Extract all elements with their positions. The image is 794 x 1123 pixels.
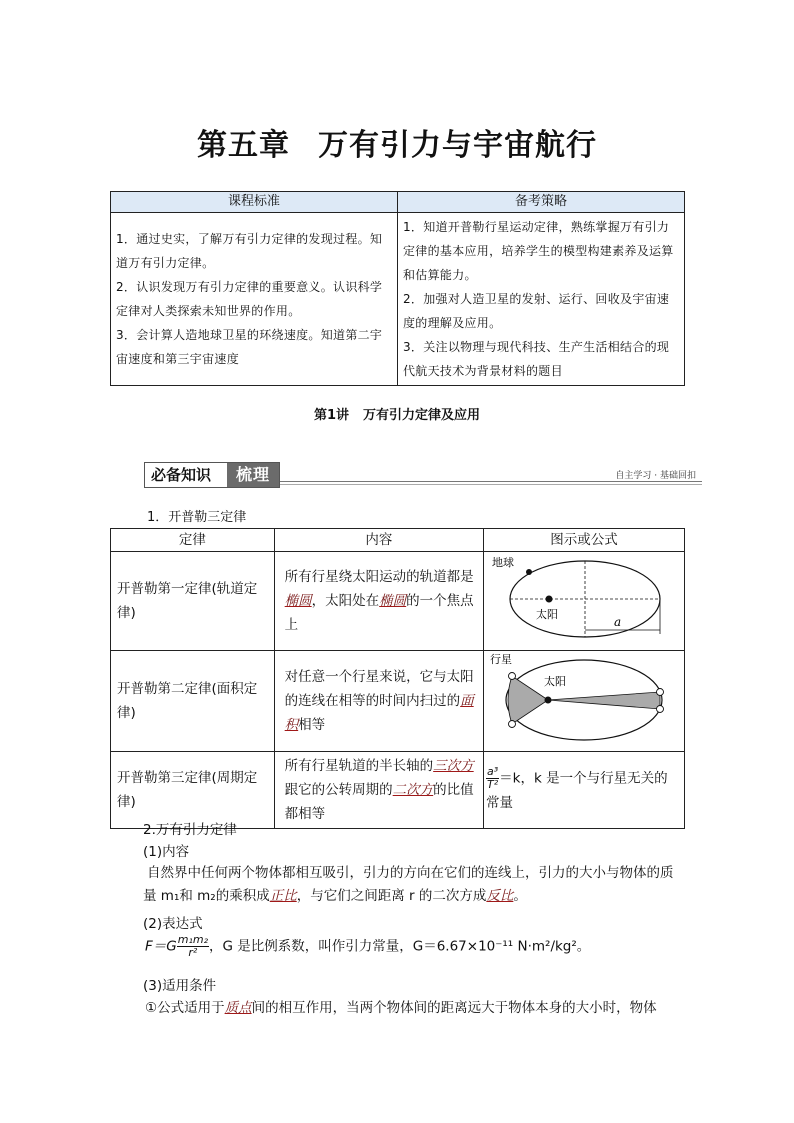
strategy-col-header: 备考策略: [398, 192, 685, 213]
formula-text: ＝k，k 是一个与行星无关的常量: [486, 770, 668, 811]
kepler-col-header: 内容: [274, 529, 483, 552]
strategy-cell: [398, 213, 685, 386]
gravity-formula: [145, 934, 685, 959]
banner-subtitle: 自主学习 · 基础回扣: [611, 468, 696, 481]
answer-blank: 质点: [224, 1000, 252, 1016]
section-banner: [144, 462, 704, 488]
law-content: [274, 552, 483, 651]
banner-label: [144, 462, 280, 488]
page-title: [0, 120, 794, 164]
planet-label: 行星: [490, 653, 512, 666]
law-paragraph: [143, 862, 683, 908]
content-text: 跟它的公转周期的: [284, 782, 393, 798]
fraction-numerator: m₁m₂: [177, 933, 208, 946]
law-name: 开普勒第一定律(轨道定律): [111, 552, 275, 651]
section-heading: 1．开普勒三定律: [147, 510, 247, 525]
sun-label: 太阳: [536, 608, 558, 621]
ratio-numerator: a³: [487, 764, 499, 778]
planet-dot: [657, 706, 664, 713]
chapter-title: 万有引力与宇宙航行: [318, 128, 597, 163]
swept-area-right: [548, 692, 660, 709]
section2-heading: 2.万有引力定律: [143, 822, 237, 838]
lesson-title: [0, 404, 794, 423]
strategy-item: 1．知道开普勒行星运动定律，熟练掌握万有引力定律的基本应用，培养学生的模型构建素养及运算和估算能力。: [403, 220, 674, 282]
content-text: 相等: [298, 717, 326, 733]
planet-dot: [657, 689, 664, 696]
sun-dot: [546, 596, 553, 603]
section2-sub-conditions: (3)适用条件: [143, 978, 217, 994]
ellipse-orbit-diagram: [484, 552, 684, 642]
banner-label-b: 梳理: [227, 463, 279, 487]
answer-blank: 椭圆: [379, 593, 407, 609]
a-label: a: [614, 615, 622, 629]
kepler-col-header: 定律: [111, 529, 275, 552]
earth-dot: [526, 569, 532, 575]
paragraph-text: ，与它们之间距离 r 的二次方成: [296, 888, 487, 904]
content-text: 的比值都相等: [284, 782, 474, 822]
ratio-denominator: T²: [487, 777, 499, 791]
formula-text: ，G 是比例系数，叫作引力常量，G＝6.67×10⁻¹¹ N·m²/kg²。: [208, 938, 591, 955]
section2-sub-content: (1)内容: [143, 844, 190, 860]
formula-lhs: F＝G: [145, 938, 177, 955]
planet-dot: [509, 721, 516, 728]
area-figure-cell: [484, 651, 685, 752]
kepler-col-header: 图示或公式: [484, 529, 685, 552]
kepler-table: [110, 528, 685, 829]
gravity-fraction: [177, 934, 209, 959]
answer-blank: 正比: [269, 888, 297, 904]
section2-sub-expression: (2)表达式: [143, 916, 203, 932]
strategy-item: 2．加强对人造卫星的发射、运行、回收及宇宙速度的理解及应用。: [403, 292, 670, 330]
sun-dot: [545, 697, 552, 704]
law-content: [274, 651, 483, 752]
paragraph-text: 间的相互作用，当两个物体间的距离远大于物体本身的大小时，物体: [251, 1000, 657, 1016]
strategy-item: 3．关注以物理与现代科技、生产生活相结合的现代航天技术为背景材料的题目: [403, 340, 670, 378]
standards-col-header: 课程标准: [111, 192, 398, 213]
banner-rule: [280, 481, 702, 482]
standards-table: [110, 191, 685, 386]
answer-blank: 二次方: [392, 782, 434, 798]
fraction-denominator: r²: [188, 946, 198, 959]
answer-blank: 反比: [486, 888, 514, 904]
content-text: 对任意一个行星来说，它与太阳的连线在相等的时间内扫过的: [284, 669, 474, 709]
content-text: 所有行星绕太阳运动的轨道都是: [284, 569, 474, 585]
ellipse-figure-cell: [484, 552, 685, 651]
chapter-number: 第五章: [197, 128, 290, 163]
content-text: 的一个焦点上: [284, 593, 474, 633]
standard-item: 1．通过史实，了解万有引力定律的发现过程。知道万有引力定律。: [116, 232, 383, 270]
banner-label-a: 必备知识: [151, 466, 212, 484]
answer-blank: 椭圆: [284, 593, 312, 609]
sun-label: 太阳: [544, 675, 566, 688]
standards-cell: [111, 213, 398, 386]
law-name: 开普勒第三定律(周期定律): [111, 752, 275, 829]
standard-item: 2．认识发现万有引力定律的重要意义。认识科学定律对人类探索未知世界的作用。: [116, 280, 383, 318]
content-text: ，太阳处在: [311, 593, 380, 609]
answer-blank: 面积: [284, 693, 474, 733]
kepler-ratio: [486, 766, 499, 791]
banner-rule: [280, 484, 702, 485]
paragraph-text: 自然界中任何两个物体都相互吸引，引力的方向在它们的连线上，引力的大小与物体的质量 m₁和 m₂的乘积成: [143, 865, 674, 904]
formula-cell: [484, 752, 685, 829]
paragraph-text: 。: [513, 888, 527, 904]
planet-dot: [509, 673, 516, 680]
swept-area-left: [508, 676, 548, 724]
area-law-diagram: [484, 651, 684, 743]
law-name: 开普勒第二定律(面积定律): [111, 651, 275, 752]
paragraph-text: ①公式适用于: [145, 1000, 225, 1016]
standard-item: 3．会计算人造地球卫星的环绕速度。知道第二宇宙速度和第三宇宙速度: [116, 328, 383, 366]
lesson-name: 万有引力定律及应用: [363, 408, 481, 423]
lesson-number: 第1讲: [313, 408, 350, 423]
law-content: [274, 752, 483, 829]
content-text: 所有行星轨道的半长轴的: [284, 758, 434, 774]
answer-blank: 三次方: [433, 758, 474, 774]
condition-paragraph: [145, 996, 685, 1016]
earth-label: 地球: [492, 556, 514, 569]
